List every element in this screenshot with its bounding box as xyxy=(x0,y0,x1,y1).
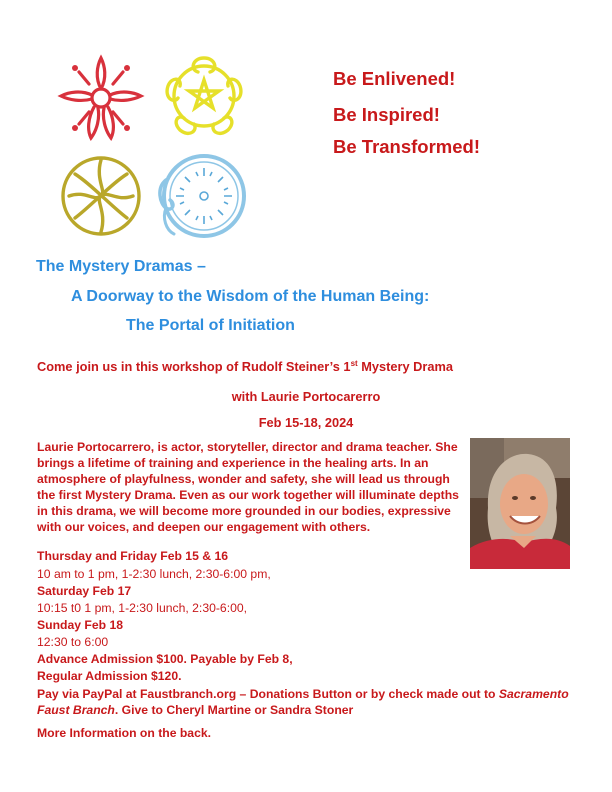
invite-text: Come join us in this workshop of Rudolf Steiner’s 1 xyxy=(37,359,351,374)
advance-admission: Advance Admission $100. Payable by Feb 8, xyxy=(37,652,293,666)
red-star-emblem xyxy=(55,52,147,144)
tagline-inspired: Be Inspired! xyxy=(333,104,440,125)
schedule-hours-1: 10 am to 1 pm, 1-2:30 lunch, 2:30-6:00 pm, xyxy=(37,567,271,581)
heading-line-2: A Doorway to the Wisdom of the Human Being: xyxy=(71,288,430,305)
invite-line xyxy=(37,359,453,374)
tagline-transformed: Be Transformed! xyxy=(333,136,481,157)
regular-admission: Regular Admission $120. xyxy=(37,669,182,683)
payment-give-to: . Give to Cheryl Martine or Sandra Stoner xyxy=(114,703,354,717)
heading-line-1: The Mystery Dramas – xyxy=(36,258,206,275)
schedule-day-3: Sunday Feb 18 xyxy=(37,618,124,632)
portrait-photo xyxy=(470,438,570,569)
yellow-pentagram-emblem xyxy=(158,50,250,142)
payment-text: Pay via PayPal at Faustbranch.org – Donations Button or by check made out to xyxy=(37,687,499,701)
invite-superscript: st xyxy=(350,359,358,368)
heading-line-3: The Portal of Initiation xyxy=(126,317,295,334)
olive-knot-emblem xyxy=(55,150,147,242)
more-info: More Information on the back. xyxy=(37,726,212,740)
payment-payee: Sacramento Faust Branch xyxy=(37,687,569,717)
schedule-day-1: Thursday and Friday Feb 15 & 16 xyxy=(37,549,228,563)
schedule-hours-3: 12:30 to 6:00 xyxy=(37,635,109,649)
date-line: Feb 15-18, 2024 xyxy=(258,415,354,430)
schedule-hours-2: 10:15 t0 1 pm, 1-2:30 lunch, 2:30-6:00, xyxy=(37,601,248,615)
schedule-day-2: Saturday Feb 17 xyxy=(37,584,132,598)
tagline-enlivened: Be Enlivened! xyxy=(333,68,456,89)
blue-serpent-wheel-emblem xyxy=(152,146,252,246)
bio-paragraph: Laurie Portocarrero, is actor, storyteller, director and drama teacher. She brings a lifetime of training and experience in the healing arts. In an atmosphere of playfulness, wonder and safety, she will lead us through the first Mystery Drama. Even as our work together will illuminate depths in this drama, we will become more grounded in our bodies, expressive with our voices, and deepen our engagement with others. xyxy=(37,440,459,534)
presenter-line: with Laurie Portocarerro xyxy=(231,389,381,404)
payment-info xyxy=(37,686,577,718)
invite-text-end: Mystery Drama xyxy=(357,359,454,374)
